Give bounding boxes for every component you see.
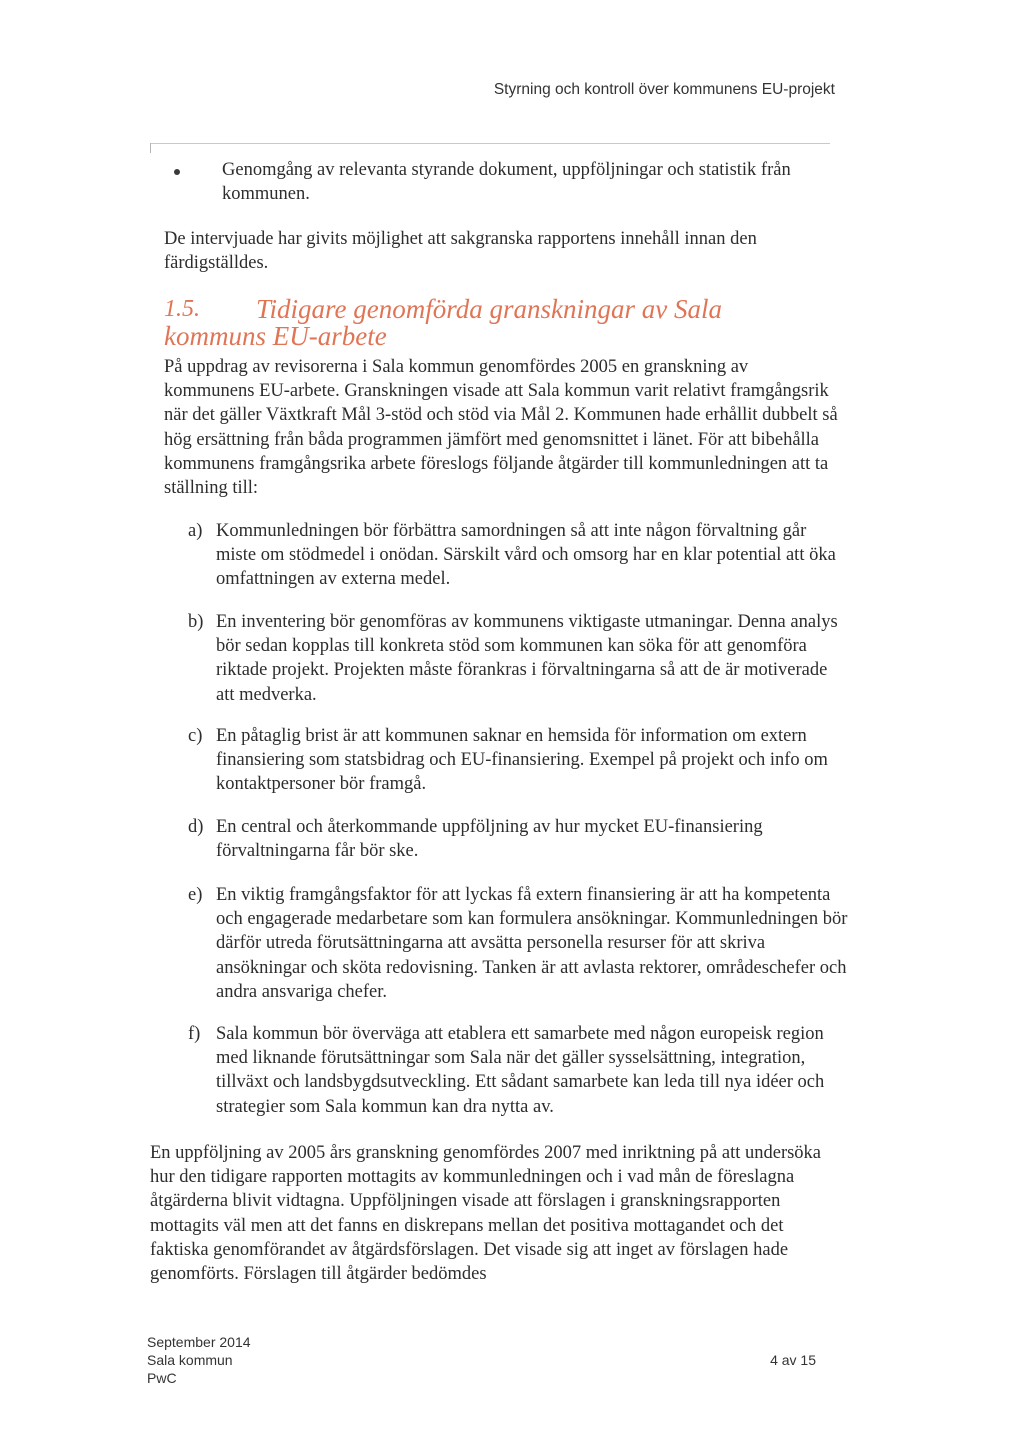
list-item <box>188 1022 848 1119</box>
footer-organisation: Sala kommun <box>147 1352 233 1368</box>
running-header: Styrning och kontroll över kommunens EU-projekt <box>493 81 835 98</box>
list-marker: b) <box>188 612 204 632</box>
section-number: 1.5. <box>164 296 200 322</box>
bullet-list <box>168 158 818 206</box>
list-item-text: En viktig framgångsfaktor för att lyckas få extern finansiering är att ha kompetenta och engagerade medarbetare som kan formulera ansökningar. Kommunledningen bör därför utreda förutsättningarna att avsätta personella resurser för att skriva ansökningar och sköta redovisning. Tanken är att avlasta rektorer, områdeschefer och andra ansvariga chefer. <box>216 885 848 1002</box>
list-marker: e) <box>188 885 203 905</box>
list-item-text: En påtaglig brist är att kommunen saknar en hemsida för information om extern finansiering som statsbidrag och EU-finansiering. Exempel på projekt och info om kontaktpersoner bör framgå. <box>216 726 828 795</box>
list-item <box>188 724 848 797</box>
main-paragraph: På uppdrag av revisorerna i Sala kommun genomfördes 2005 en granskning av kommunens EU-arbete. Granskningen visade att Sala kommun varit relativt framgångsrik när det gäller Växtkraft Mål 3-stöd och stöd via Mål 2. Kommunen hade erhållit dubbelt så hög ersättning från båda programmen jämfört med genomsnittet i länet. För att bibehålla kommunens framgångsrika arbete föreslogs följande åtgärder till kommunledningen att ta ställning till: <box>164 357 838 499</box>
bullet-text: Genomgång av relevanta styrande dokument, uppföljningar och statistik från kommunen. <box>222 160 791 205</box>
list-item-text: En central och återkommande uppföljning av hur mycket EU-finansiering förvaltningarna får bör ske. <box>216 817 763 862</box>
footer-date: September 2014 <box>147 1334 251 1350</box>
header-corner-mark <box>150 143 151 153</box>
footer <box>147 1333 251 1387</box>
list-item <box>188 519 848 592</box>
section-title-line2: kommuns EU-arbete <box>164 321 387 351</box>
bullet-item <box>168 158 818 206</box>
list-item <box>188 610 848 707</box>
list-item-text: En inventering bör genomföras av kommunens viktigaste utmaningar. Denna analys bör sedan kopplas till konkreta stöd som kommunen kan söka för att genomföra riktade projekt. Projekten måste förankras i förvaltningarna så att de är motiverade att medverka. <box>216 612 838 705</box>
list-item-text: Sala kommun bör överväga att etablera ett samarbete med någon europeisk region med liknande förutsättningar som Sala när det gäller sysselsättning, integration, tillväxt och landsbygdsutveckling. Ett sådant samarbete kan leda till nya idéer och strategier som Sala kommun kan dra nytta av. <box>216 1024 825 1117</box>
bullet-icon <box>168 158 222 206</box>
list-marker: f) <box>188 1024 201 1044</box>
list-item <box>188 815 848 863</box>
section-title-line1: Tidigare genomförda granskningar av Sala <box>256 294 723 324</box>
page-number: 4 av 15 <box>770 1352 816 1368</box>
list-item <box>188 883 848 1004</box>
header-rule <box>150 143 830 144</box>
list-item-text: Kommunledningen bör förbättra samordningen så att inte någon förvaltning går miste om stödmedel i onödan. Särskilt vård och omsorg har en klar potential att öka omfattningen av externa medel. <box>216 521 836 590</box>
footer-author: PwC <box>147 1370 177 1386</box>
list-marker: a) <box>188 521 203 541</box>
intro-paragraph: De intervjuade har givits möjlighet att sakgranska rapportens innehåll innan den färdigställdes. <box>164 229 757 274</box>
list-marker: c) <box>188 726 203 746</box>
list-marker: d) <box>188 817 204 837</box>
followup-paragraph: En uppföljning av 2005 års granskning genomfördes 2007 med inriktning på att undersöka hur den tidigare rapporten mottagits av kommunledningen och i vad mån de föreslagna åtgärderna blivit vidtagna. Uppföljningen visade att förslagen i granskningsrapporten mottagits väl men att det fanns en diskrepans mellan det positiva mottagandet och det faktiska genomförandet av åtgärdsförslagen. Det visade sig att inget av förslagen hade genomförts. Förslagen till åtgärder bedömdes <box>150 1143 822 1285</box>
